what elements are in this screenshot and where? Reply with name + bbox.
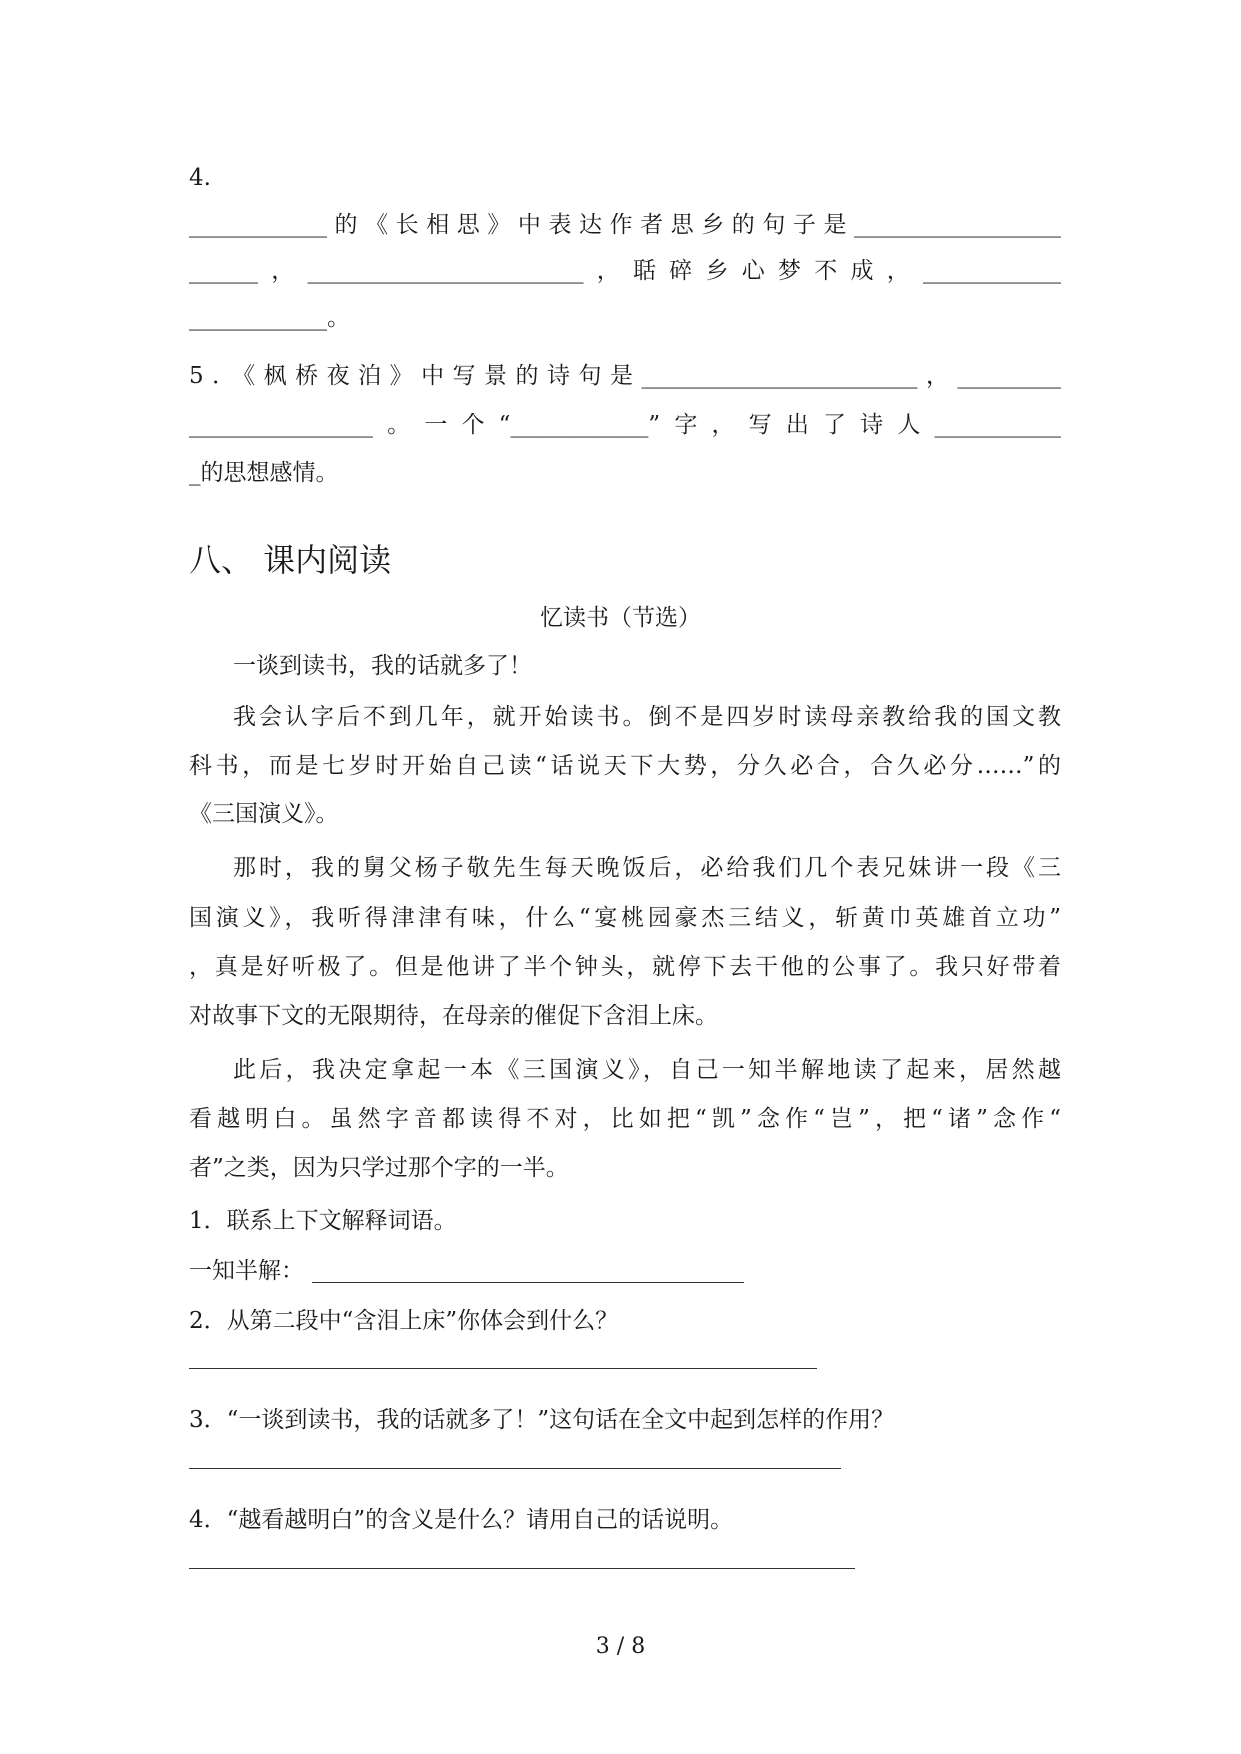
answer-line-2[interactable] (189, 1368, 817, 1369)
reading-question-1-term: 一知半解： (189, 1258, 304, 1284)
q5-line-1: 5．《枫桥夜泊》中写景的诗句是________________________，_________ (189, 363, 1061, 389)
passage-paragraph-3-line-3: ，真是好听极了。但是他讲了半个钟头，就停下去干他的公事了。我只好带着 (189, 954, 1061, 980)
passage-paragraph-4-line-2: 看越明白。虽然字音都读得不对，比如把“凯”念作“岂”，把“诸”念作“ (189, 1106, 1061, 1132)
page-number: 3 / 8 (595, 1634, 646, 1659)
reading-question-3: 3．“一谈到读书，我的话就多了！”这句话在全文中起到怎样的作用？ (189, 1407, 895, 1433)
q4-number: 4. (189, 165, 211, 191)
passage-title: 忆读书（节选） (540, 605, 701, 631)
q5-line-2: ________________。一个“____________”字，写出了诗人___________ (189, 412, 1061, 438)
reading-question-2: 2．从第二段中“含泪上床”你体会到什么？ (189, 1308, 619, 1334)
passage-paragraph-2-line-1: 我会认字后不到几年，就开始读书。倒不是四岁时读母亲教给我的国文教 (233, 704, 1061, 730)
answer-line-4[interactable] (189, 1568, 855, 1569)
q4-line-1: ____________的《长相思》中表达作者思乡的句子是__________________ (189, 212, 1061, 238)
passage-paragraph-2-line-2: 科书，而是七岁时开始自己读“话说天下大势，分久必合，合久必分……”的 (189, 753, 1061, 779)
passage-paragraph-4-line-3: 者”之类，因为只学过那个字的一半。 (189, 1155, 569, 1181)
passage-paragraph-1: 一谈到读书，我的话就多了！ (233, 653, 532, 679)
passage-paragraph-4-line-1: 此后，我决定拿起一本《三国演义》，自己一知半解地读了起来，居然越 (233, 1057, 1061, 1083)
answer-line-1[interactable] (312, 1282, 744, 1283)
passage-paragraph-3-line-2: 国演义》，我听得津津有味，什么“宴桃园豪杰三结义，斩黄巾英雄首立功” (189, 905, 1061, 931)
q5-line-3: _的思想感情。 (189, 460, 339, 486)
passage-paragraph-3-line-4: 对故事下文的无限期待，在母亲的催促下含泪上床。 (189, 1003, 718, 1029)
q4-line-2: ______，________________________，聒碎乡心梦不成，____________ (189, 258, 1061, 284)
passage-paragraph-2-line-3: 《三国演义》。 (189, 801, 339, 827)
section-heading: 八、 课内阅读 (189, 541, 392, 579)
answer-line-3[interactable] (189, 1468, 841, 1469)
q4-line-3: ____________。 (189, 305, 350, 331)
reading-question-1: 1．联系上下文解释词语。 (189, 1208, 457, 1234)
reading-question-4: 4．“越看越明白”的含义是什么？请用自己的话说明。 (189, 1507, 734, 1533)
passage-paragraph-3-line-1: 那时，我的舅父杨子敬先生每天晚饭后，必给我们几个表兄妹讲一段《三 (233, 855, 1061, 881)
